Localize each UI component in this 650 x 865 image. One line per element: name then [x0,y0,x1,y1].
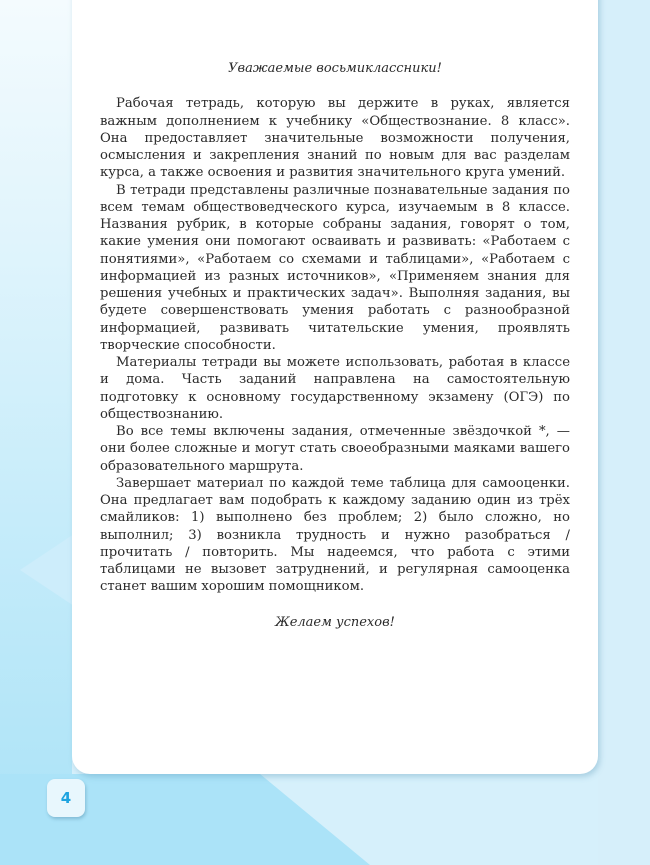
page-number: 4 [60,789,72,807]
paragraph-intro: Рабочая тетрадь, которую вы держите в руках, является важным дополнением к учебнику «Обществознание. 8 класс». Она предоставляет значительные возможности получения, осмысления и закрепления знаний по новым для вас разделам курса, а также освоения и развития значительного круга умений. [100,96,570,181]
page-number-badge [47,779,85,817]
paragraph-self-assessment: Завершает материал по каждой теме таблица для самооценки. Она предлагает вам подобрать к каждому заданию один из трёх смайликов: 1) выполнено без проблем; 2) было сложно, но выполнил; 3) возникла трудность и нужно разобраться / прочитать / повторить. Мы надеемся, что работа с этими таблицами не вызовет затруднений, и регулярная самооценка станет вашим хорошим помощником. [100,475,570,595]
page-card [72,0,598,774]
page-content [100,60,570,631]
page-heading: Уважаемые восьмиклассники! [228,61,442,76]
paragraph-rubrics: В тетради представлены различные познавательные задания по всем темам обществоведческого курса, изучаемым в 8 классе. Названия рубрик, в которые собраны задания, говорят о том, какие умения они помогают осваивать и развивать: «Работаем с понятиями», «Работаем со схемами и таблицами», «Работаем с информацией из разных источников», «Применяем знания для решения учебных и практических задач». Выполняя задания, вы будете совершенствовать умения работать с разнообразной информацией, развивать читательские умения, проявлять творческие способности. [100,182,570,353]
background-right-panel [598,0,650,865]
closing-wish: Желаем успехов! [275,614,395,630]
paragraph-star-tasks: Во все темы включены задания, отмеченные звёздочкой *, — они более сложные и могут стать своеобразными маяками вашего образовательного маршрута. [100,424,570,474]
paragraph-materials: Материалы тетради вы можете использовать, работая в классе и дома. Часть заданий направлена на самостоятельную подготовку к основному государственному экзамену (ОГЭ) по обществознанию. [100,355,570,422]
